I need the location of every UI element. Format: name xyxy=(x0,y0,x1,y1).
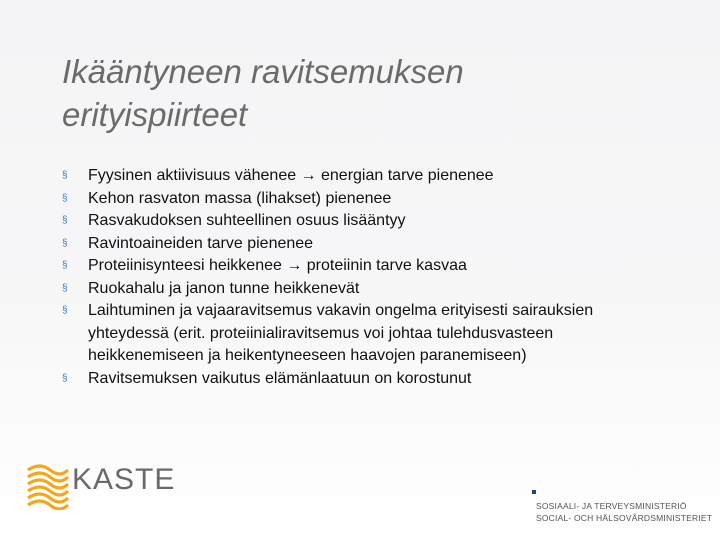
ministry-name-finnish: SOSIAALI- JA TERVEYSMINISTERIÖ xyxy=(536,501,687,511)
ministry-logo-mark-icon xyxy=(532,490,536,494)
bullet-text: Proteiinisynteesi heikkenee → proteiinin tarve kasvaa xyxy=(88,257,467,274)
bullet-marker: § xyxy=(62,170,68,181)
bullet-list xyxy=(62,165,672,390)
ministry-name-swedish: SOCIAL- OCH HÄLSOVÅRDSMINISTERIET xyxy=(536,513,713,523)
bullet-item-quality-of-life xyxy=(62,368,672,391)
bullet-item-lean-mass xyxy=(62,188,672,211)
bullet-text: Kehon rasvaton massa (lihakset) pienenee xyxy=(88,189,392,207)
bullet-marker: § xyxy=(62,237,68,249)
bullet-text: Rasvakudoksen suhteellinen osuus lisääntyy xyxy=(88,212,406,229)
bullet-text: Fyysinen aktiivisuus vähenee → energian tarve pienenee xyxy=(88,167,494,184)
bullet-item-protein-synthesis xyxy=(62,255,672,278)
bullet-item-activity xyxy=(62,165,672,188)
bullet-marker: § xyxy=(62,372,68,384)
bullet-item-fat-tissue xyxy=(62,210,672,233)
bullet-item-appetite xyxy=(62,278,672,301)
bullet-item-nutrients xyxy=(62,233,672,256)
bullet-marker: § xyxy=(62,260,68,271)
kaste-logo-text: KASTE xyxy=(72,463,176,496)
bullet-marker: § xyxy=(62,282,68,294)
slide-title-line-2: erityispiirteet xyxy=(62,96,248,133)
bullet-text: Ravitsemuksen vaikutus elämänlaatuun on korostunut xyxy=(88,369,472,387)
bullet-marker: § xyxy=(62,192,68,204)
ministry-logo xyxy=(532,490,712,530)
bullet-marker: § xyxy=(62,215,68,226)
bullet-item-malnutrition xyxy=(62,300,672,368)
slide-title xyxy=(62,50,662,136)
bullet-text: Ravintoaineiden tarve pienenee xyxy=(88,234,314,252)
bullet-text: Ruokahalu ja janon tunne heikkenevät xyxy=(88,279,360,297)
kaste-wave-icon xyxy=(26,460,70,510)
kaste-logo xyxy=(26,460,176,512)
slide-title-line-1: Ikääntyneen ravitsemuksen xyxy=(62,53,464,90)
bullet-text: Laihtuminen ja vajaaravitsemus vakavin ongelma erityisesti sairauksien yhteydessä (erit. proteiinialiravitsemus voi johtaa tulehdusvasteen heikkenemiseen ja heikentyneeseen haavojen paranemiseen) xyxy=(88,302,594,364)
bullet-marker: § xyxy=(62,305,68,316)
